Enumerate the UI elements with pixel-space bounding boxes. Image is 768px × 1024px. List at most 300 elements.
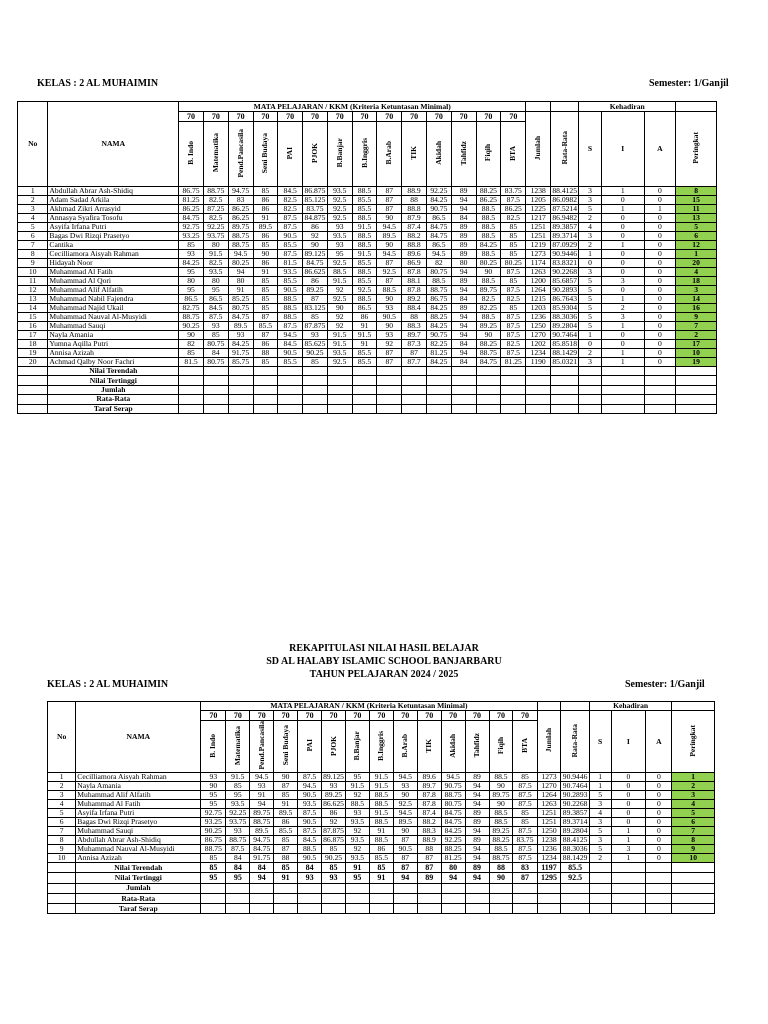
summary-blank xyxy=(551,385,579,394)
score-cell: 87 xyxy=(377,277,402,286)
score-cell: 1263 xyxy=(526,268,551,277)
score-cell: 94 xyxy=(465,845,489,854)
summary-blank xyxy=(476,395,501,404)
summary-blank xyxy=(501,385,526,394)
column-header-label: Akidah xyxy=(433,141,443,165)
score-cell: 85 xyxy=(253,358,278,367)
score-cell: 0 xyxy=(646,854,672,863)
score-cell: 88.75 xyxy=(228,232,253,241)
score-cell: 85.5 xyxy=(278,241,303,250)
score-cell: 0 xyxy=(644,358,676,367)
score-cell: 89.6 xyxy=(417,773,441,782)
subject-header xyxy=(322,721,346,773)
score-cell: 90.2268 xyxy=(562,799,588,808)
score-cell: 89.5 xyxy=(228,322,253,331)
score-cell: 87.0929 xyxy=(552,240,578,249)
header-i: I xyxy=(601,112,644,187)
score-cell: 88.5 xyxy=(278,295,303,304)
score-cell: 95 xyxy=(179,286,204,295)
summary-blank xyxy=(18,395,48,404)
summary-blank xyxy=(228,367,253,376)
score-cell: 89 xyxy=(451,277,476,286)
score-cell: 0 xyxy=(601,340,644,349)
score-cell: 89.7 xyxy=(402,331,427,340)
header-kehadiran: Kehadiran xyxy=(579,102,676,112)
score-cell: 90.25 xyxy=(179,322,204,331)
column-header-label: B.Inggris xyxy=(376,730,386,761)
score-cell: 85.125 xyxy=(304,195,326,204)
header-peringkat xyxy=(672,711,715,773)
score-cell: 88.1429 xyxy=(562,853,588,862)
kkm-value: 70 xyxy=(250,711,274,721)
summary-value: 87 xyxy=(393,863,417,873)
column-header-label: PAI xyxy=(285,146,295,160)
header-peringkat xyxy=(676,112,717,187)
score-cell: 87.5 xyxy=(298,773,322,782)
score-cell: 86 xyxy=(303,223,328,232)
score-cell: 90.75 xyxy=(426,331,451,340)
column-header-label: TIK xyxy=(424,738,434,753)
score-cell: 85.5 xyxy=(369,854,393,863)
score-cell: 88.5 xyxy=(377,286,402,295)
score-cell: 87 xyxy=(377,187,402,196)
summary-blank xyxy=(250,893,274,903)
score-cell: 0 xyxy=(644,241,676,250)
score-cell: 94 xyxy=(451,268,476,277)
kkm-value: 70 xyxy=(278,112,303,122)
score-cell: 93.5 xyxy=(327,232,352,241)
table-row xyxy=(18,304,717,313)
score-cell: 88.4 xyxy=(402,304,427,313)
score-cell: 89 xyxy=(451,304,476,313)
score-cell: 0 xyxy=(644,286,676,295)
score-cell: 89.3714 xyxy=(562,817,588,826)
score-cell: 87.3 xyxy=(402,340,427,349)
row-number: 1 xyxy=(48,773,76,782)
score-cell: 1273 xyxy=(537,773,561,782)
score-cell: 1238 xyxy=(526,187,551,196)
rank-cell: 10 xyxy=(676,349,717,358)
student-name: Cecilliamora Aisyah Rahman xyxy=(76,773,201,782)
score-cell: 3 xyxy=(589,800,611,809)
summary-blank xyxy=(203,395,228,404)
score-cell: 94 xyxy=(465,827,489,836)
kkm-value: 70 xyxy=(393,711,417,721)
rank-cell: 1 xyxy=(676,250,717,259)
score-cell: 5 xyxy=(579,205,602,214)
summary-blank xyxy=(551,376,579,385)
summary-value: 87 xyxy=(417,863,441,873)
score-cell: 84.25 xyxy=(426,322,451,331)
subject-header xyxy=(201,721,226,773)
score-cell: 86.5 xyxy=(352,304,377,313)
score-cell: 1236 xyxy=(526,313,551,322)
summary-blank xyxy=(426,376,451,385)
row-number: 13 xyxy=(18,295,48,304)
summary-value: 90 xyxy=(489,873,513,883)
score-cell: 90 xyxy=(393,827,417,836)
row-number: 17 xyxy=(18,331,48,340)
score-cell: 1203 xyxy=(526,304,551,313)
score-cell: 88.5 xyxy=(327,268,352,277)
score-cell: 90.5 xyxy=(377,313,402,322)
score-cell: 88.5 xyxy=(476,313,501,322)
score-cell: 80.75 xyxy=(228,304,253,313)
score-cell: 1234 xyxy=(526,349,551,358)
score-cell: 88.75 xyxy=(201,845,226,854)
summary-value: 84 xyxy=(226,863,250,873)
score-cell: 89.7 xyxy=(417,782,441,791)
score-cell: 88.5 xyxy=(369,800,393,809)
score-cell: 85.8518 xyxy=(552,339,578,348)
score-cell: 1174 xyxy=(526,259,551,268)
score-cell: 91.5 xyxy=(352,331,377,340)
score-cell: 81.5 xyxy=(278,259,303,268)
table-row xyxy=(18,286,717,295)
summary-blank xyxy=(402,404,427,413)
score-cell: 85 xyxy=(253,286,278,295)
summary-blank xyxy=(201,883,226,893)
score-cell: 82.25 xyxy=(476,304,501,313)
rank-cell: 2 xyxy=(672,782,715,791)
score-cell: 94 xyxy=(451,286,476,295)
summary-blank xyxy=(278,404,303,413)
school-name: SD AL HALABY ISLAMIC SCHOOL BANJARBARU xyxy=(266,656,502,667)
score-cell: 85 xyxy=(253,277,278,286)
score-cell: 88.5 xyxy=(369,818,393,827)
score-cell: 81.5 xyxy=(179,358,204,367)
score-cell: 1 xyxy=(601,349,644,358)
score-cell: 89.5 xyxy=(377,232,402,241)
student-name: Nayla Amania xyxy=(76,782,201,791)
score-cell: 95 xyxy=(226,791,250,800)
score-cell: 0 xyxy=(644,223,676,232)
summary-row xyxy=(18,404,717,413)
score-cell: 90.25 xyxy=(322,854,346,863)
score-cell: 85.5 xyxy=(352,358,377,367)
score-cell: 80 xyxy=(203,241,228,250)
score-cell: 94.5 xyxy=(426,250,451,259)
score-cell: 0 xyxy=(601,250,644,259)
column-header-label: Pend.Pancasila xyxy=(256,721,266,770)
score-cell: 84 xyxy=(451,340,476,349)
row-number: 7 xyxy=(18,241,48,250)
score-cell: 1251 xyxy=(537,809,561,818)
header-kehadiran: Kehadiran xyxy=(589,702,672,711)
score-cell: 92.25 xyxy=(441,836,465,845)
score-cell: 88.75 xyxy=(250,818,274,827)
score-cell: 92 xyxy=(303,232,328,241)
summary-blank xyxy=(476,385,501,394)
column-header-label: Fiqih xyxy=(483,144,493,162)
rank-cell: 3 xyxy=(676,286,717,295)
score-cell: 86 xyxy=(322,809,346,818)
summary-row xyxy=(18,367,717,376)
score-cell: 94 xyxy=(451,205,476,214)
score-cell: 95 xyxy=(203,286,228,295)
score-cell: 92.75 xyxy=(201,809,226,818)
score-cell: 88.75 xyxy=(441,791,465,800)
row-number: 8 xyxy=(18,250,48,259)
score-cell: 0 xyxy=(601,214,644,223)
column-header-label: Jumlah xyxy=(544,728,554,753)
score-cell: 88.5 xyxy=(352,187,377,196)
summary-blank xyxy=(465,904,489,914)
score-cell: 0 xyxy=(646,773,672,782)
semester-label-2: Semester: 1/Ganjil xyxy=(625,679,705,690)
row-number: 6 xyxy=(48,818,76,827)
rank-cell: 6 xyxy=(672,818,715,827)
summary-blank xyxy=(601,376,644,385)
score-cell: 94.5 xyxy=(377,223,402,232)
score-cell: 93 xyxy=(327,223,352,232)
summary-value: 91 xyxy=(369,873,393,883)
score-cell: 0 xyxy=(646,791,672,800)
summary-blank xyxy=(672,904,715,914)
score-cell: 86.5 xyxy=(426,241,451,250)
summary-blank xyxy=(537,893,561,903)
score-cell: 84.25 xyxy=(476,241,501,250)
summary-blank xyxy=(561,883,589,893)
score-cell: 88.2 xyxy=(402,232,427,241)
score-cell: 94.5 xyxy=(393,809,417,818)
summary-blank xyxy=(672,893,715,903)
score-cell: 85.5 xyxy=(278,277,303,286)
score-cell: 2 xyxy=(589,854,611,863)
score-cell: 91.5 xyxy=(352,250,377,259)
rank-cell: 17 xyxy=(676,340,717,349)
score-cell: 1 xyxy=(611,854,646,863)
score-cell: 1234 xyxy=(537,854,561,863)
column-header-label: PJOK xyxy=(309,143,319,163)
student-name: Annisa Azizah xyxy=(76,854,201,863)
score-cell: 83.75 xyxy=(501,187,526,196)
summary-blank xyxy=(345,883,369,893)
score-cell: 86.625 xyxy=(304,267,326,276)
summary-row xyxy=(18,395,717,404)
summary-blank xyxy=(303,376,328,385)
score-cell: 89 xyxy=(465,818,489,827)
score-cell: 88.25 xyxy=(441,845,465,854)
table-row xyxy=(18,232,717,241)
summary-blank xyxy=(676,395,717,404)
subject-header xyxy=(441,721,465,773)
student-name: Muhammad Al Fatih xyxy=(48,268,179,277)
score-cell: 89.5 xyxy=(250,827,274,836)
score-cell: 92.5 xyxy=(327,196,352,205)
score-cell: 89.75 xyxy=(489,791,513,800)
table-row xyxy=(48,800,715,809)
score-cell: 86.5 xyxy=(203,295,228,304)
score-cell: 92.5 xyxy=(327,295,352,304)
score-cell: 0 xyxy=(644,196,676,205)
column-header-label: BTA xyxy=(519,738,529,753)
score-cell: 94 xyxy=(451,322,476,331)
summary-row xyxy=(18,376,717,385)
student-name: Muhammad Nauval Al-Musyidi xyxy=(48,313,179,322)
score-cell: 88.5 xyxy=(476,277,501,286)
kkm-value: 70 xyxy=(476,112,501,122)
score-cell: 93 xyxy=(201,773,226,782)
score-cell: 86.875 xyxy=(323,835,344,844)
score-cell: 90.9446 xyxy=(552,249,578,258)
score-cell: 1270 xyxy=(526,331,551,340)
summary-label: Nilai Tertinggi xyxy=(48,376,179,385)
score-cell: 82 xyxy=(426,259,451,268)
table-row xyxy=(18,358,717,367)
score-cell: 1217 xyxy=(526,214,551,223)
summary-blank xyxy=(441,893,465,903)
score-cell: 5 xyxy=(579,286,602,295)
rank-cell: 12 xyxy=(676,241,717,250)
score-cell: 80.75 xyxy=(426,268,451,277)
score-cell: 95 xyxy=(201,800,226,809)
subject-header xyxy=(250,721,274,773)
score-cell: 93.25 xyxy=(179,232,204,241)
score-cell: 81.25 xyxy=(426,349,451,358)
score-cell: 88.25 xyxy=(476,187,501,196)
score-cell: 87.5 xyxy=(298,809,322,818)
kkm-value: 70 xyxy=(489,711,513,721)
score-cell: 85.75 xyxy=(228,358,253,367)
score-cell: 1215 xyxy=(526,295,551,304)
score-cell: 85 xyxy=(322,845,346,854)
summary-blank xyxy=(402,395,427,404)
score-cell: 95 xyxy=(345,773,369,782)
student-name: Nayla Amania xyxy=(48,331,179,340)
summary-value: 85 xyxy=(322,863,346,873)
score-cell: 93.5 xyxy=(278,268,303,277)
score-cell: 84.75 xyxy=(441,809,465,818)
score-cell: 88.5 xyxy=(352,241,377,250)
summary-blank xyxy=(253,404,278,413)
score-cell: 91.75 xyxy=(228,349,253,358)
kkm-value: 70 xyxy=(303,112,328,122)
summary-blank xyxy=(345,904,369,914)
score-cell: 88.1429 xyxy=(552,348,578,357)
score-cell: 86.0982 xyxy=(552,195,578,204)
column-header-label: PAI xyxy=(304,739,314,752)
score-cell: 5 xyxy=(589,845,611,854)
summary-blank xyxy=(274,883,298,893)
score-cell: 87 xyxy=(417,854,441,863)
rank-cell: 8 xyxy=(676,187,717,196)
score-cell: 92 xyxy=(345,791,369,800)
subject-header xyxy=(298,721,322,773)
score-cell: 0 xyxy=(646,809,672,818)
score-cell: 88.25 xyxy=(476,340,501,349)
subject-header xyxy=(303,122,328,187)
score-cell: 0 xyxy=(644,259,676,268)
score-cell: 93.5 xyxy=(203,268,228,277)
summary-blank xyxy=(426,385,451,394)
score-cell: 82.5 xyxy=(203,214,228,223)
score-cell: 85 xyxy=(501,304,526,313)
student-name: Bagas Dwi Rizqi Prasetyo xyxy=(48,232,179,241)
header-blank xyxy=(672,702,715,711)
header-s: S xyxy=(589,711,611,773)
student-name: Muhammad Al Fatih xyxy=(76,800,201,809)
score-cell: 3 xyxy=(579,268,602,277)
score-cell: 90.7464 xyxy=(552,330,578,339)
score-cell: 90 xyxy=(327,304,352,313)
header-blank xyxy=(537,702,561,711)
score-cell: 85 xyxy=(179,241,204,250)
summary-blank xyxy=(48,873,76,883)
header-blank xyxy=(551,102,579,112)
summary-blank xyxy=(48,904,76,914)
score-cell: 89.75 xyxy=(250,809,274,818)
score-cell: 85.625 xyxy=(304,339,326,348)
rank-cell: 20 xyxy=(676,259,717,268)
score-cell: 86 xyxy=(369,845,393,854)
score-cell: 86.25 xyxy=(228,214,253,223)
score-cell: 86 xyxy=(253,259,278,268)
row-number: 9 xyxy=(18,259,48,268)
summary-blank xyxy=(589,904,611,914)
column-header-label: Seni Budaya xyxy=(280,725,290,766)
score-cell: 89 xyxy=(465,809,489,818)
score-cell: 87.5 xyxy=(513,854,537,863)
score-cell: 2 xyxy=(601,304,644,313)
score-cell: 5 xyxy=(579,322,602,331)
score-cell: 82.25 xyxy=(426,340,451,349)
score-cell: 87.5 xyxy=(278,223,303,232)
summary-blank xyxy=(377,404,402,413)
score-cell: 85 xyxy=(274,791,298,800)
summary-blank xyxy=(377,395,402,404)
score-cell: 0 xyxy=(601,223,644,232)
summary-value: 94 xyxy=(393,873,417,883)
score-cell: 93.5 xyxy=(345,854,369,863)
summary-blank xyxy=(327,376,352,385)
score-cell: 87.8 xyxy=(402,268,427,277)
summary-blank xyxy=(298,893,322,903)
score-cell: 88.75 xyxy=(203,187,228,196)
kkm-value: 70 xyxy=(465,711,489,721)
summary-blank xyxy=(646,873,672,883)
score-cell: 0 xyxy=(646,800,672,809)
summary-value: 84 xyxy=(250,863,274,873)
student-name: Muhammad Nauval Al-Musyidi xyxy=(76,845,201,854)
rank-cell: 9 xyxy=(676,313,717,322)
summary-value: 89 xyxy=(417,873,441,883)
summary-value: 95 xyxy=(226,873,250,883)
row-number: 7 xyxy=(48,827,76,836)
score-cell: 94.75 xyxy=(250,836,274,845)
score-cell: 1236 xyxy=(537,845,561,854)
student-name: Adam Sadad Arkila xyxy=(48,196,179,205)
score-cell: 89.25 xyxy=(476,322,501,331)
score-cell: 91 xyxy=(352,340,377,349)
score-cell: 84.75 xyxy=(476,358,501,367)
score-cell: 0 xyxy=(601,268,644,277)
score-cell: 0 xyxy=(646,827,672,836)
rank-cell: 7 xyxy=(672,827,715,836)
score-cell: 93.5 xyxy=(345,836,369,845)
summary-value: 83 xyxy=(513,863,537,873)
summary-blank xyxy=(322,893,346,903)
summary-label: Jumlah xyxy=(76,883,201,893)
summary-blank xyxy=(489,883,513,893)
score-cell: 84.75 xyxy=(441,818,465,827)
score-cell: 86 xyxy=(253,232,278,241)
score-cell: 84.25 xyxy=(228,340,253,349)
summary-label: Rata-Rata xyxy=(48,395,179,404)
score-cell: 88.75 xyxy=(179,313,204,322)
summary-value: 87 xyxy=(513,873,537,883)
score-cell: 88 xyxy=(253,349,278,358)
